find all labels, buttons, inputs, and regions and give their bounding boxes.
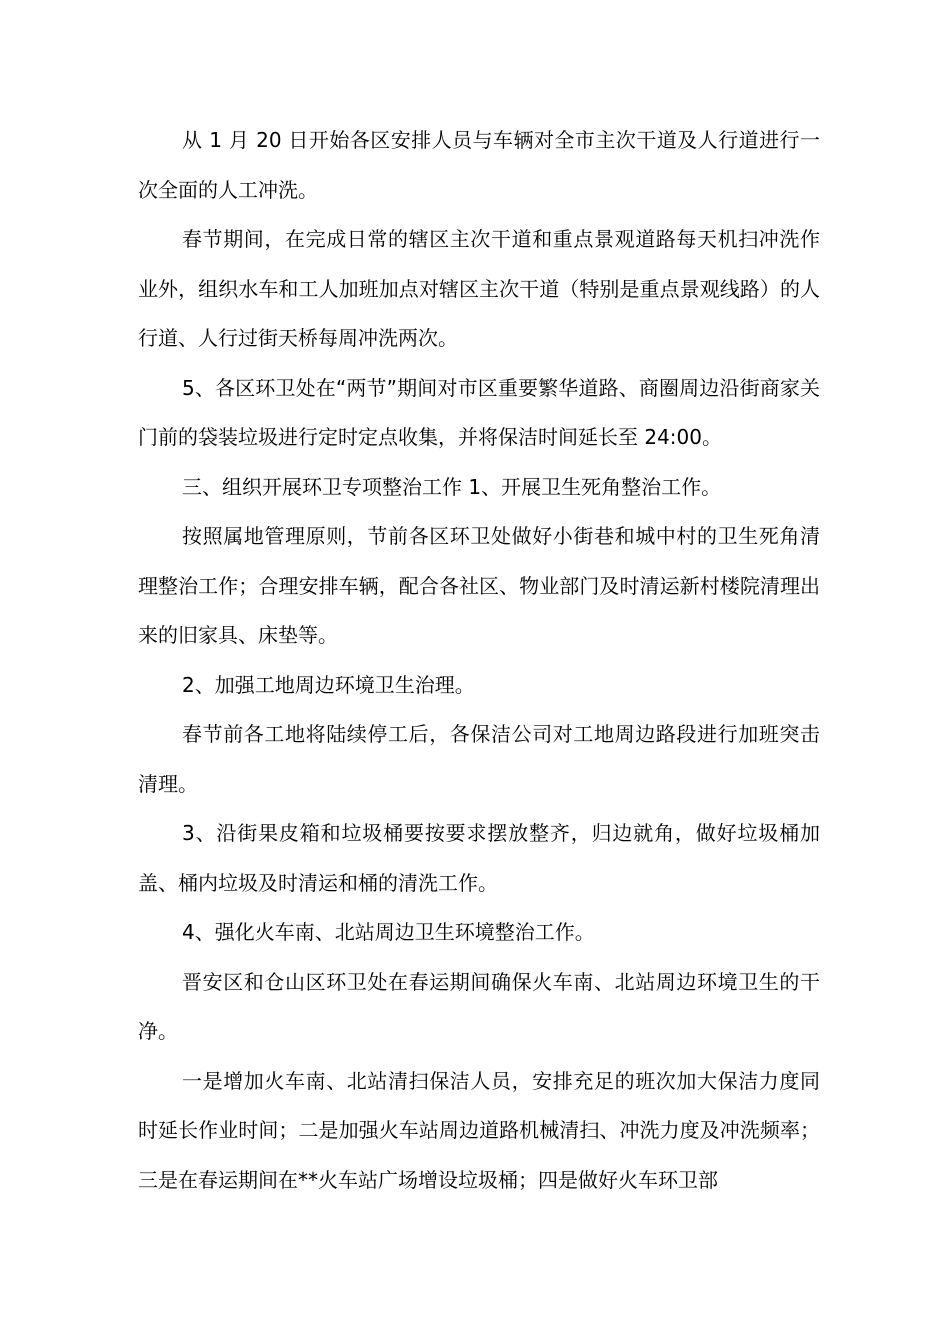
document-body bbox=[138, 116, 820, 1205]
paragraph-5: 按照属地管理原则，节前各区环卫处做好小街巷和城中村的卫生死角清理整治工作；合理安排车辆，配合各社区、物业部门及时清运新村楼院清理出来的旧家具、床垫等。 bbox=[138, 524, 820, 647]
paragraph-4: 三、组织开展环卫专项整治工作 1、开展卫生死角整治工作。 bbox=[182, 474, 722, 499]
paragraph-11: 一是增加火车南、北站清扫保洁人员，安排充足的班次加大保洁力度同时延长作业时间；二是加强火车站周边道路机械清扫、冲洗力度及冲洗频率；三是在春运期间在**火车站广场增设垃圾桶；四是做好火车环卫部 bbox=[138, 1068, 820, 1192]
paragraph-8: 3、沿街果皮箱和垃圾桶要按要求摆放整齐，归边就角，做好垃圾桶加盖、桶内垃圾及时清运和桶的清洗工作。 bbox=[138, 821, 820, 895]
paragraph-2: 春节期间，在完成日常的辖区主次干道和重点景观道路每天机扫冲洗作业外，组织水车和工人加班加点对辖区主次干道（特别是重点景观线路）的人行道、人行过街天桥每周冲洗两次。 bbox=[138, 227, 820, 350]
paragraph-6: 2、加强工地周边环境卫生治理。 bbox=[182, 672, 475, 697]
paragraph-7: 春节前各工地将陆续停工后，各保洁公司对工地周边路段进行加班突击清理。 bbox=[138, 722, 820, 796]
paragraph-10: 晋安区和仓山区环卫处在春运期间确保火车南、北站周边环境卫生的干净。 bbox=[138, 969, 820, 1043]
paragraph-3: 5、各区环卫处在“两节”期间对市区重要繁华道路、商圈周边沿街商家关门前的袋装垃圾进行定时定点收集，并将保洁时间延长至 24:00。 bbox=[138, 375, 820, 449]
paragraph-9: 4、强化火车南、北站周边卫生环境整治工作。 bbox=[182, 920, 595, 944]
paragraph-1: 从 1 月 20 日开始各区安排人员与车辆对全市主次干道及人行道进行一次全面的人工冲洗。 bbox=[138, 128, 820, 202]
